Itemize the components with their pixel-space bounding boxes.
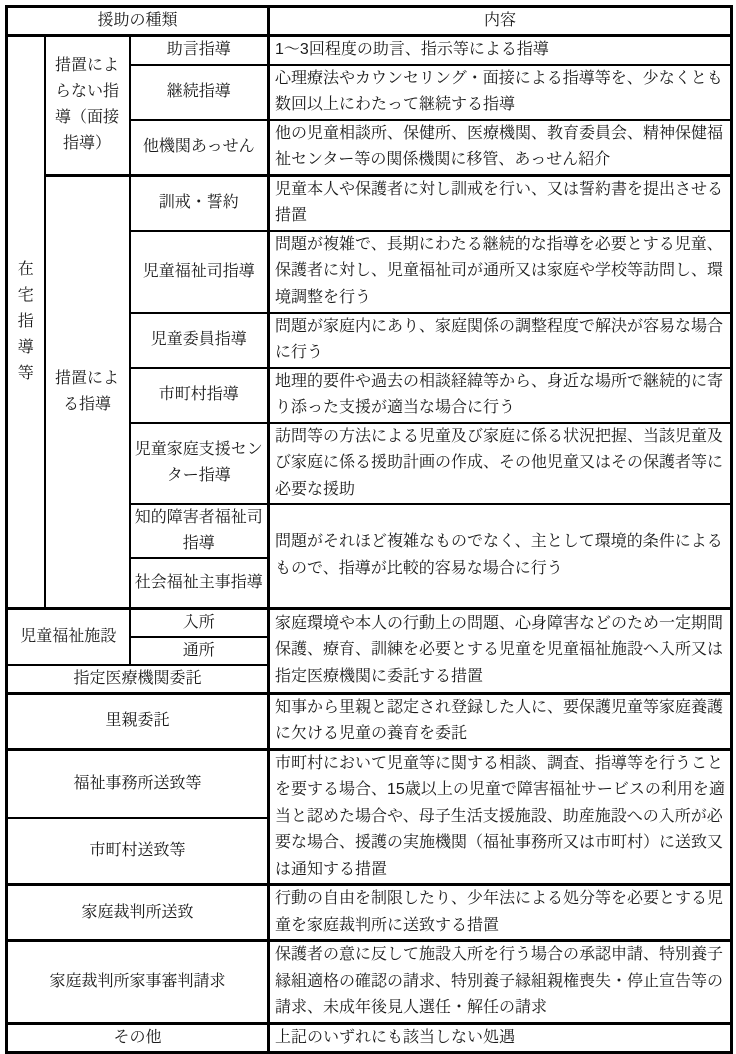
cell-admonition-pledge: 訓戒・誓約 <box>130 175 269 231</box>
desc-child-welfare-officer-guidance: 問題が複雑で、長期にわたる継続的な指導を必要とする児童、保護者に対し、児童福祉司が通所又は家庭や学校等訪問し、環境調整を行う <box>269 231 732 313</box>
assistance-types-table <box>5 5 733 1054</box>
desc-family-court-referral: 行動の自由を制限したり、少年法による処分等を必要とする児童を家庭裁判所に送致する措置 <box>269 885 732 941</box>
cell-measure-guidance-group: 措置による指導 <box>45 175 130 608</box>
desc-shared-facility-placement: 家庭環境や本人の行動上の問題、心身障害などのため一定期間保護、療育、訓練を必要とする児童を児童福祉施設へ入所又は指定医療機関に委託する措置 <box>269 608 732 693</box>
cell-intellectual-disability-welfare-officer-guidance: 知的障害者福祉司指導 <box>130 504 269 558</box>
desc-admonition-pledge: 児童本人や保護者に対し訓戒を行い、又は誓約書を提出させる措置 <box>269 175 732 231</box>
cell-home-guidance-group: 在宅指導等 <box>7 36 45 609</box>
cell-advice-guidance: 助言指導 <box>130 36 269 65</box>
desc-shared-easy-guidance: 問題がそれほど複雑なものでなく、主として環境的条件によるもので、指導が比較的容易な場合に行う <box>269 504 732 608</box>
desc-other: 上記のいずれにも該当しない処遇 <box>269 1023 732 1053</box>
cell-continuous-guidance: 継続指導 <box>130 65 269 120</box>
cell-admission: 入所 <box>130 608 269 637</box>
desc-continuous-guidance: 心理療法やカウンセリング・面接による指導等を、少なくとも数回以上にわたって継続する指導 <box>269 65 732 120</box>
desc-municipality-guidance: 地理的要件や過去の相談経緯等から、身近な場所で継続的に寄り添った支援が適当な場合に行う <box>269 368 732 423</box>
desc-child-family-support-center-guidance: 訪問等の方法による児童及び家庭に係る状況把握、当該児童及び家庭に係る援助計画の作成、その他児童又はその保護者等に必要な援助 <box>269 423 732 505</box>
desc-child-commissioner-guidance: 問題が家庭内にあり、家庭関係の調整程度で解決が容易な場合に行う <box>269 313 732 368</box>
scanned-document-page <box>0 5 736 1054</box>
cell-commuting: 通所 <box>130 637 269 665</box>
cell-other: その他 <box>7 1023 269 1053</box>
desc-foster-parent-entrustment: 知事から里親と認定され登録した人に、要保護児童等家庭養護に欠ける児童の養育を委託 <box>269 693 732 749</box>
desc-shared-referral: 市町村において児童等に関する相談、調査、指導等を行うことを要する場合、15歳以上の児童で障害福祉サービスの利用を適当と認めた場合や、母子生活支援施設、助産施設への入所が必要な場合、援護の実施機関（福祉事務所又は市町村）に送致又は通知する措置 <box>269 749 732 885</box>
cell-child-welfare-facility: 児童福祉施設 <box>7 608 130 665</box>
cell-child-family-support-center-guidance: 児童家庭支援センター指導 <box>130 423 269 505</box>
desc-other-agency-referral: 他の児童相談所、保健所、医療機関、教育委員会、精神保健福祉センター等の関係機関に移管、あっせん紹介 <box>269 120 732 176</box>
cell-municipality-guidance: 市町村指導 <box>130 368 269 423</box>
cell-foster-parent-entrustment: 里親委託 <box>7 693 269 749</box>
cell-welfare-office-referral: 福祉事務所送致等 <box>7 749 269 818</box>
header-assistance-type: 援助の種類 <box>7 7 269 36</box>
cell-social-welfare-secretary-guidance: 社会福祉主事指導 <box>130 558 269 608</box>
desc-family-court-adjudication-request: 保護者の意に反して施設入所を行う場合の承認申請、特別養子縁組適格の確認の請求、特別養子縁組親権喪失・停止宣告等の請求、未成年後見人選任・解任の請求 <box>269 941 732 1024</box>
cell-non-measure-guidance-group: 措置によらない指導（面接指導） <box>45 36 130 176</box>
cell-municipality-referral: 市町村送致等 <box>7 818 269 885</box>
desc-advice-guidance: 1～3回程度の助言、指示等による指導 <box>269 36 732 65</box>
cell-family-court-referral: 家庭裁判所送致 <box>7 885 269 941</box>
cell-other-agency-referral: 他機関あっせん <box>130 120 269 176</box>
cell-child-commissioner-guidance: 児童委員指導 <box>130 313 269 368</box>
header-content: 内容 <box>269 7 732 36</box>
cell-designated-medical-institution-entrustment: 指定医療機関委託 <box>7 665 269 694</box>
cell-family-court-adjudication-request: 家庭裁判所家事審判請求 <box>7 941 269 1024</box>
cell-child-welfare-officer-guidance: 児童福祉司指導 <box>130 231 269 313</box>
